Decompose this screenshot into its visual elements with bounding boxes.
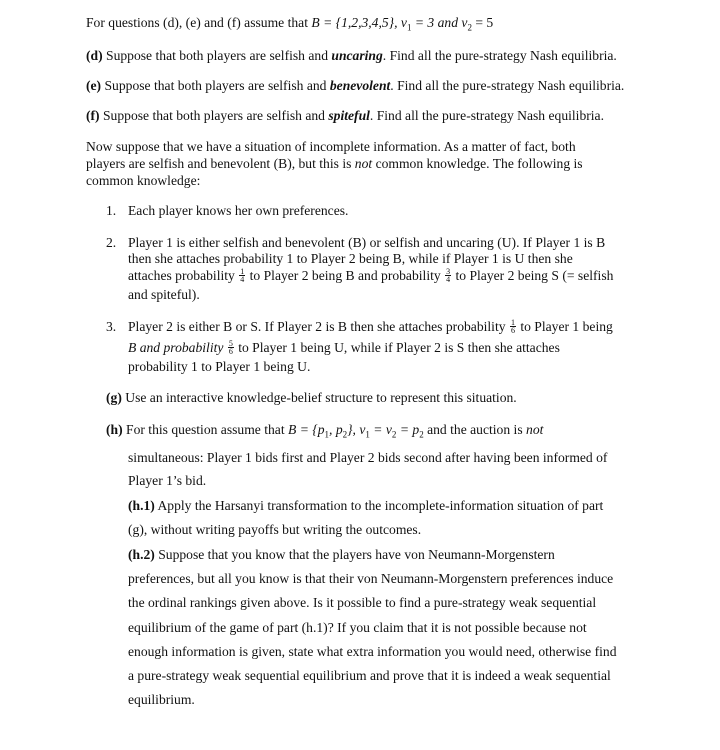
question-h1-text: (g), without writing payoffs but writing the outcomes. [128,522,422,537]
fraction: $\frac{1}{6}$ [510,318,515,336]
list-item-text: Player 2 is either B or S. If Player 2 is B then she attaches probability $\frac{1}{6}$ to Player 1 being [128,318,613,336]
question-d: (d) Suppose that both players are selfish and uncaring. Find all the pure-strategy Nash equilibria. [86,48,617,63]
question-h1: (h.1) Apply the Harsanyi transformation to the incomplete-information situation of part [128,498,604,513]
list-item-text: Each player knows her own preferences. [128,203,349,218]
list-item-text: B and probability $\frac{5}{6}$ to Player 1 being U, while if Player 2 is S then she attaches [128,339,560,357]
question-h2-text: preferences, but all you know is that their von Neumann-Morgenstern preferences induce [128,571,614,586]
list-item-number: 1. [106,203,117,218]
list-item-text: Player 1 is either selfish and benevolent (B) or selfish and uncaring (U). If Player 1 is B [128,235,606,250]
question-g: (g) Use an interactive knowledge-belief structure to represent this situation. [106,390,517,405]
paragraph-line-2: players are selfish and benevolent (B), but this is not common knowledge. The following is [86,156,583,171]
question-h2-text: a pure-strategy weak sequential equilibrium and prove that it is indeed a weak sequential [128,668,611,683]
fraction: $\frac{5}{6}$ [228,339,233,357]
intro-line: For questions (d), (e) and (f) assume that B = {1,2,3,4,5}, $v_1 = 3$ and $v_2 = 5$ [86,15,494,33]
list-item-text: then she attaches probability 1 to Player 2 being B, while if Player 1 is U then she [128,251,573,266]
paragraph-line-3: common knowledge: [86,173,201,188]
paragraph-line-1: Now suppose that we have a situation of incomplete information. As a matter of fact, both [86,139,576,154]
fraction: $\frac{1}{4}$ [240,267,245,285]
question-h: (h) For this question assume that $B = \{p_1$, $p_2$}, $v_1 = v_2 = p_2$ and the auction is not [106,422,544,440]
question-h2-text: the ordinal rankings given above. Is it possible to find a pure-strategy weak sequential [128,595,597,610]
question-h2-text: equilibrium of the game of part (h.1)? If you claim that it is not possible because not [128,620,587,635]
list-item-text: probability 1 to Player 1 being U. [128,359,311,374]
fraction: $\frac{3}{4}$ [446,267,451,285]
list-item-text: attaches probability $\frac{1}{4}$ to Player 2 being B and probability $\frac{3}{4}$ to Player 2 being S (= selfish [128,267,614,285]
list-item-text: and spiteful). [128,287,200,302]
question-h-text: Player 1’s bid. [128,473,207,488]
question-f: (f) Suppose that both players are selfish and spiteful. Find all the pure-strategy Nash equilibria. [86,108,604,123]
list-item-number: 2. [106,235,117,250]
question-h2: (h.2) Suppose that you know that the players have von Neumann-Morgenstern [128,547,555,562]
question-h2-text: enough information is given, state what extra information you would need, otherwise find [128,644,617,659]
list-item-number: 3. [106,319,117,334]
question-h2-text: equilibrium. [128,692,195,707]
question-h-text: simultaneous: Player 1 bids first and Player 2 bids second after having been informed of [128,450,608,465]
question-e: (e) Suppose that both players are selfish and benevolent. Find all the pure-strategy Nash equilibria. [86,78,625,93]
